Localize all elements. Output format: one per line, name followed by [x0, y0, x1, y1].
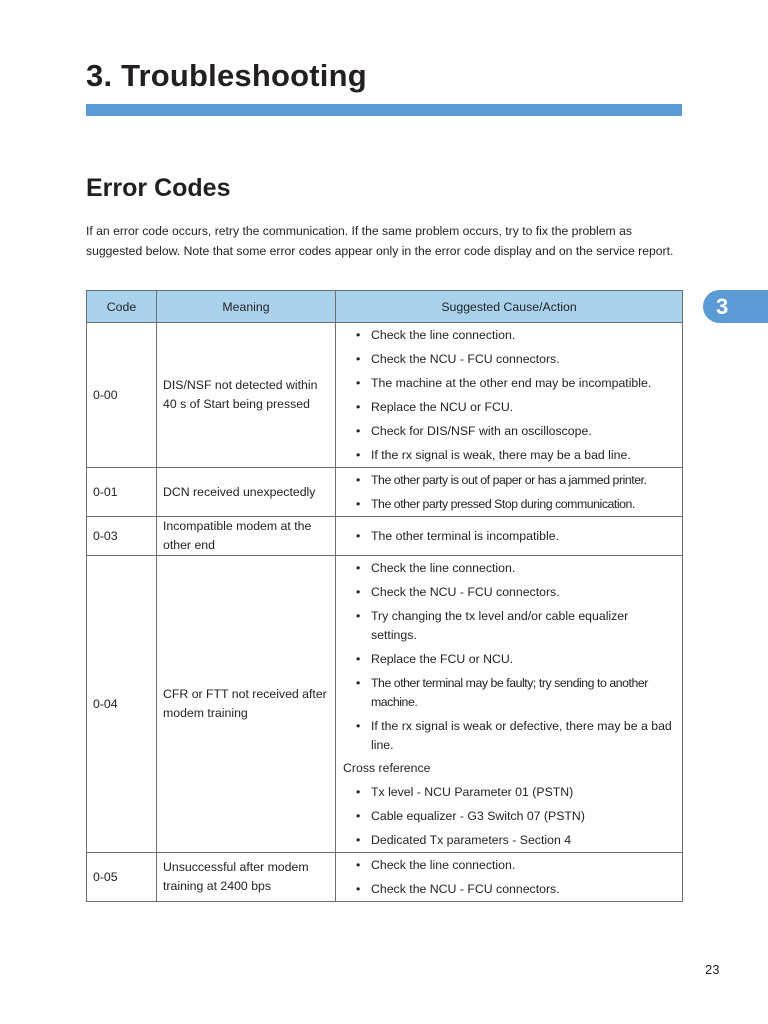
error-code: 0-00 [87, 323, 157, 468]
action-list [342, 556, 676, 757]
action-list [342, 853, 676, 901]
error-code: 0-01 [87, 468, 157, 517]
error-meaning: DIS/NSF not detected within 40 s of Start being pressed [157, 323, 336, 468]
action-item: • Check the NCU - FCU connectors. [342, 877, 676, 901]
table-row [87, 853, 683, 902]
chapter-title: 3. Troubleshooting [86, 58, 367, 93]
action-item: • Try changing the tx level and/or cable equalizer settings. [342, 604, 676, 647]
header-code: Code [87, 291, 157, 323]
chapter-title-underline [86, 104, 682, 116]
error-meaning: DCN received unexpectedly [157, 468, 336, 517]
chapter-tab-number: 3 [716, 293, 729, 319]
error-code: 0-03 [87, 517, 157, 556]
table-row [87, 323, 683, 468]
cross-reference-heading: Cross reference [343, 761, 431, 775]
action-item: • The other party is out of paper or has a jammed printer. [342, 468, 676, 492]
action-item: • The other terminal may be faulty; try sending to another machine. [342, 671, 676, 714]
table-row [87, 517, 683, 556]
action-list [342, 524, 676, 548]
table-row [87, 468, 683, 517]
page-number: 23 [705, 962, 720, 977]
section-title: Error Codes [86, 174, 231, 202]
chapter-tab[interactable] [703, 290, 768, 323]
suggested-action [336, 323, 683, 468]
action-item: • Check for DIS/NSF with an oscilloscope. [342, 419, 676, 443]
cross-reference-item: • Cable equalizer - G3 Switch 07 (PSTN) [342, 804, 676, 828]
action-item: • Check the NCU - FCU connectors. [342, 580, 676, 604]
action-item: • Check the line connection. [342, 556, 676, 580]
intro-paragraph: If an error code occurs, retry the communication. If the same problem occurs, try to fix the problem as suggested below. Note that some error codes appear only in the error code display and on the service report. [86, 224, 674, 258]
error-meaning: CFR or FTT not received after modem training [157, 556, 336, 853]
suggested-action [336, 517, 683, 556]
error-meaning: Unsuccessful after modem training at 2400 bps [157, 853, 336, 902]
action-item: • Check the line connection. [342, 323, 676, 347]
cross-reference-item: • Dedicated Tx parameters - Section 4 [342, 828, 676, 852]
action-item: • The other terminal is incompatible. [342, 524, 676, 548]
suggested-action [336, 556, 683, 853]
action-item: • The other party pressed Stop during communication. [342, 492, 676, 516]
table-row [87, 556, 683, 853]
cross-reference-item: • Tx level - NCU Parameter 01 (PSTN) [342, 780, 676, 804]
suggested-action [336, 853, 683, 902]
action-item: • If the rx signal is weak or defective, there may be a bad line. [342, 714, 676, 757]
header-action: Suggested Cause/Action [336, 291, 683, 323]
action-item: • Check the line connection. [342, 853, 676, 877]
action-item: • If the rx signal is weak, there may be a bad line. [342, 443, 676, 467]
error-meaning: Incompatible modem at the other end [157, 517, 336, 556]
action-item: • Check the NCU - FCU connectors. [342, 347, 676, 371]
action-item: • Replace the FCU or NCU. [342, 647, 676, 671]
action-list [342, 323, 676, 467]
header-meaning: Meaning [157, 291, 336, 323]
cross-reference-list [342, 780, 676, 852]
error-code-table [86, 290, 683, 902]
action-item: • Replace the NCU or FCU. [342, 395, 676, 419]
table-header-row [87, 291, 683, 323]
action-item: • The machine at the other end may be incompatible. [342, 371, 676, 395]
error-code: 0-04 [87, 556, 157, 853]
error-code: 0-05 [87, 853, 157, 902]
action-list [342, 468, 676, 516]
suggested-action [336, 468, 683, 517]
